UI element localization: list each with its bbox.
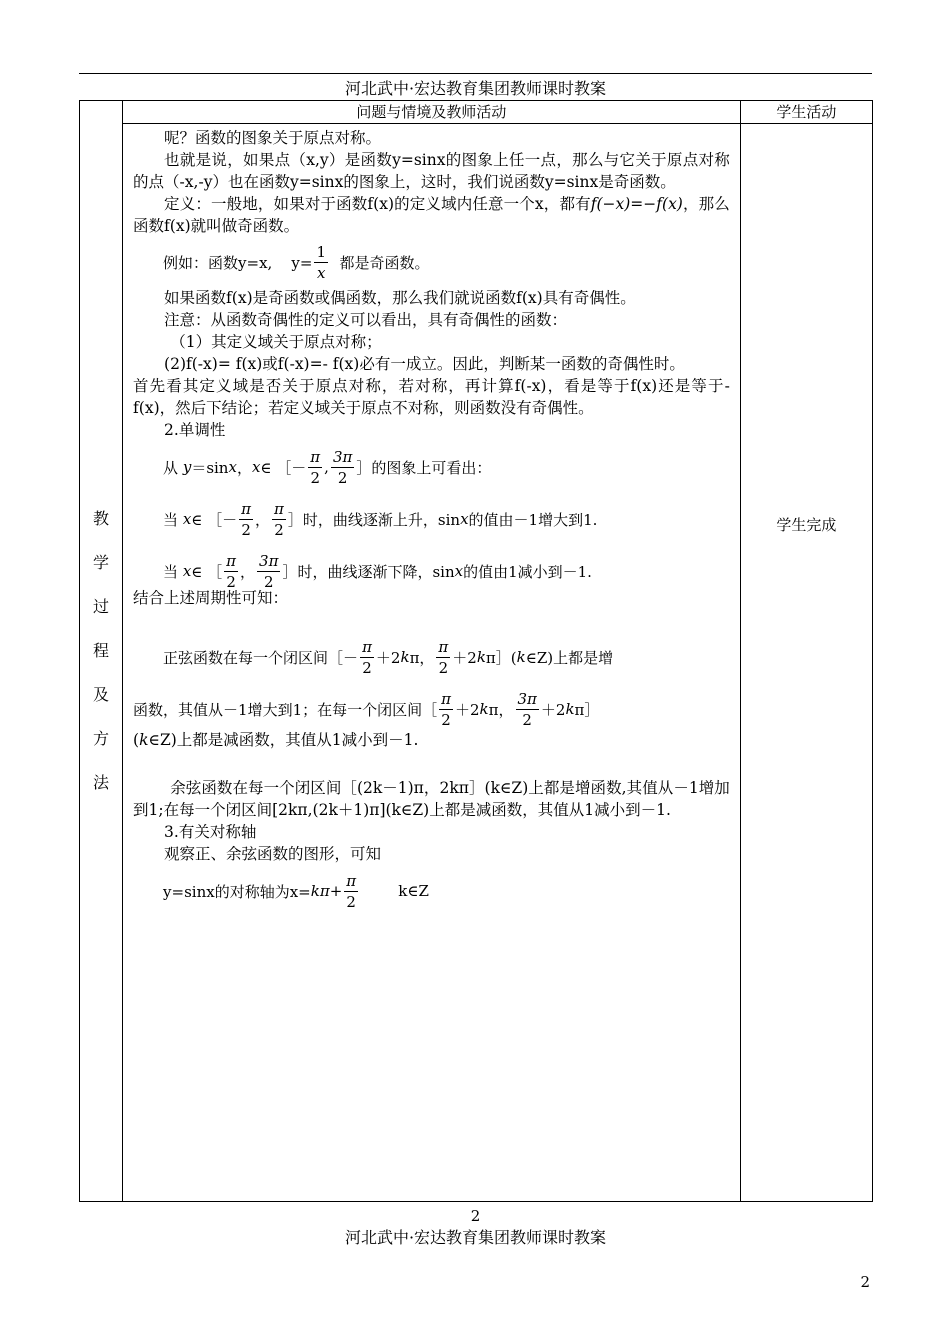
numerator: 3π (517, 689, 537, 708)
text: ，那么函数f(x)就叫做奇函数。 (133, 195, 730, 235)
var: k (565, 700, 575, 718)
side-label (91, 497, 111, 805)
text: ］的图象上可看出： (356, 458, 492, 477)
side-char: 教 (93, 509, 110, 528)
var: x (182, 510, 192, 528)
fraction (439, 689, 453, 730)
text: ＋2 (455, 700, 480, 719)
math-line (133, 441, 730, 493)
col-student-header: 学生活动 (740, 101, 872, 124)
text: , (324, 458, 329, 476)
var: k (476, 648, 486, 666)
paragraph: 余弦函数在每一个闭区间［(2k－1)π，2kπ］(k∈Z)上都是增函数,其值从－1增加到1;在每一个闭区间[2kπ,(2k＋1)π](k∈Z)上都是减函数，其值从1减小到－1. (133, 779, 730, 819)
fraction (360, 637, 374, 678)
paragraph: 首先看其定义域是否关于原点对称，若对称，再计算f(-x)，看是等于f(x)还是等于- f(x)，然后下结论；若定义域关于原点不对称，则函数没有奇偶性。 (133, 377, 730, 417)
numerator: π (241, 499, 252, 518)
paragraph: 也就是说，如果点（x,y）是函数y=sinx的图象上任一点，那么与它关于原点对称的点（-x,-y）也在函数y=sinx的图象上，这时，我们说函数y=sinx是奇函数。 (133, 151, 730, 191)
paragraph: 观察正、余弦函数的图形，可知 (164, 845, 382, 863)
axis-line (133, 865, 730, 917)
math-line (133, 683, 730, 735)
denominator: 2 (274, 520, 284, 539)
paragraph: 结合上述周期性可知： (133, 589, 289, 607)
text: ， (236, 458, 252, 477)
side-char: 及 (93, 685, 110, 704)
text: 都是奇函数。 (329, 253, 430, 272)
numerator: π (441, 689, 451, 708)
math-line (133, 493, 730, 545)
numerator: π (362, 637, 372, 656)
text: ∈Z)上都是减函数，其值从1减小到－1. (148, 731, 419, 749)
text: π］ (574, 700, 600, 719)
text: 函数，其值从－1增大到1；在每一个闭区间［ (133, 700, 438, 719)
text: ＋2 (375, 648, 401, 667)
var: x (460, 510, 469, 528)
denominator: 2 (337, 468, 348, 487)
page-number: 2 (470, 1207, 481, 1225)
fraction (224, 551, 238, 592)
var: kπ (310, 882, 330, 900)
var: x (251, 458, 261, 476)
col-main-header: 问题与情境及教师活动 (123, 101, 741, 124)
text: ， (255, 510, 271, 529)
fraction (516, 689, 539, 730)
fraction (239, 499, 253, 540)
side-label-cell (80, 101, 123, 1202)
paragraph: （1）其定义域关于原点对称； (170, 333, 382, 351)
text: 当 (163, 510, 183, 529)
text: ， (240, 562, 256, 581)
text: + (329, 882, 343, 900)
text: ＋2 (540, 700, 566, 719)
side-char: 学 (93, 553, 110, 572)
numerator: 3π (259, 551, 279, 570)
numerator: π (310, 447, 321, 466)
text: ］时，曲线逐渐下降，sin (282, 562, 455, 581)
teacher-activity-cell (123, 124, 741, 1202)
fraction (314, 242, 328, 283)
spacer (133, 609, 730, 631)
var: k (479, 700, 489, 718)
example-line (133, 237, 730, 287)
header-rule (79, 73, 872, 74)
text: 定义：一般地，如果对于函数f(x)的定义域内任意一个x，都有 (164, 195, 591, 213)
numerator: 1 (316, 242, 326, 261)
paragraph: (2)f(-x)= f(x)或f(-x)=- f(x)必有一成立。因此，判断某一函数的奇偶性时。 (164, 355, 685, 373)
numerator: π (438, 637, 449, 656)
text: 从 (163, 458, 183, 477)
text: ∈Z)上都是增 (525, 648, 614, 667)
denominator: x (316, 263, 326, 282)
text: ( (133, 731, 140, 749)
text: ∈ ［－ (191, 510, 238, 529)
side-char: 过 (93, 597, 110, 616)
lesson-content (123, 124, 740, 1201)
text: ＋2 (452, 648, 477, 667)
student-activity: 学生完成 (776, 516, 837, 534)
fraction (272, 499, 286, 540)
text: π， (488, 700, 514, 719)
math-line (133, 729, 730, 751)
denominator: 2 (362, 658, 372, 677)
student-activity-cell (740, 124, 872, 1202)
math-line (133, 631, 730, 683)
text: π， (409, 648, 435, 667)
denominator: 2 (438, 658, 449, 677)
corner-page-number: 2 (860, 1273, 870, 1291)
lesson-table (79, 100, 873, 1202)
section-title: 2.单调性 (164, 421, 226, 439)
denominator: 2 (263, 572, 274, 591)
text: y=sinx的对称轴为x= (163, 882, 311, 901)
text: ＝sin (191, 458, 229, 477)
fraction (344, 871, 358, 912)
text: ∈ ［ (191, 562, 223, 581)
var: x (454, 562, 464, 580)
paragraph: 注意：从函数奇偶性的定义可以看出，具有奇偶性的函数： (164, 311, 568, 329)
var: x (228, 458, 237, 476)
denominator: 2 (441, 710, 451, 729)
var: x (182, 562, 192, 580)
text: 例如：函数y=x, y= (163, 253, 313, 272)
denominator: 2 (226, 572, 236, 591)
definition-paragraph (133, 193, 730, 237)
header-title: 河北武中·宏达教育集团教师课时教案 (344, 79, 607, 98)
denominator: 2 (310, 468, 320, 487)
numerator: π (274, 499, 284, 518)
numerator: π (226, 551, 237, 570)
paragraph: 如果函数f(x)是奇函数或偶函数，那么我们就说函数f(x)具有奇偶性。 (164, 289, 636, 307)
fraction (308, 447, 322, 488)
denominator: 2 (241, 520, 251, 539)
section-title: 3.有关对称轴 (164, 823, 257, 841)
text: ∈ ［－ (260, 458, 307, 477)
text: ］时，曲线逐渐上升，sin (287, 510, 461, 529)
text: 的值由1减小到－1. (463, 562, 592, 581)
side-char: 程 (93, 641, 110, 660)
denominator: 2 (346, 892, 356, 911)
var: k (139, 731, 149, 749)
side-char: 方 (93, 729, 110, 748)
fraction (331, 447, 354, 488)
numerator: 3π (332, 447, 353, 466)
var: k (516, 648, 526, 666)
text: 的值由－1增大到1. (468, 510, 598, 529)
footer-title: 河北武中·宏达教育集团教师课时教案 (344, 1228, 607, 1247)
fraction (436, 637, 450, 678)
text: π］( (485, 648, 517, 667)
odd-formula: f(−x)=−f(x) (590, 195, 683, 213)
fraction (257, 551, 280, 592)
text: k∈Z (360, 882, 429, 900)
var: k (400, 648, 410, 666)
spacer (133, 751, 730, 777)
text: 当 (163, 562, 183, 581)
side-char: 法 (93, 773, 110, 792)
denominator: 2 (522, 710, 532, 729)
paragraph: 呢？函数的图象关于原点对称。 (164, 129, 382, 147)
var: y (182, 458, 192, 476)
text: 正弦函数在每一个闭区间［－ (163, 648, 359, 667)
numerator: π (346, 871, 357, 890)
